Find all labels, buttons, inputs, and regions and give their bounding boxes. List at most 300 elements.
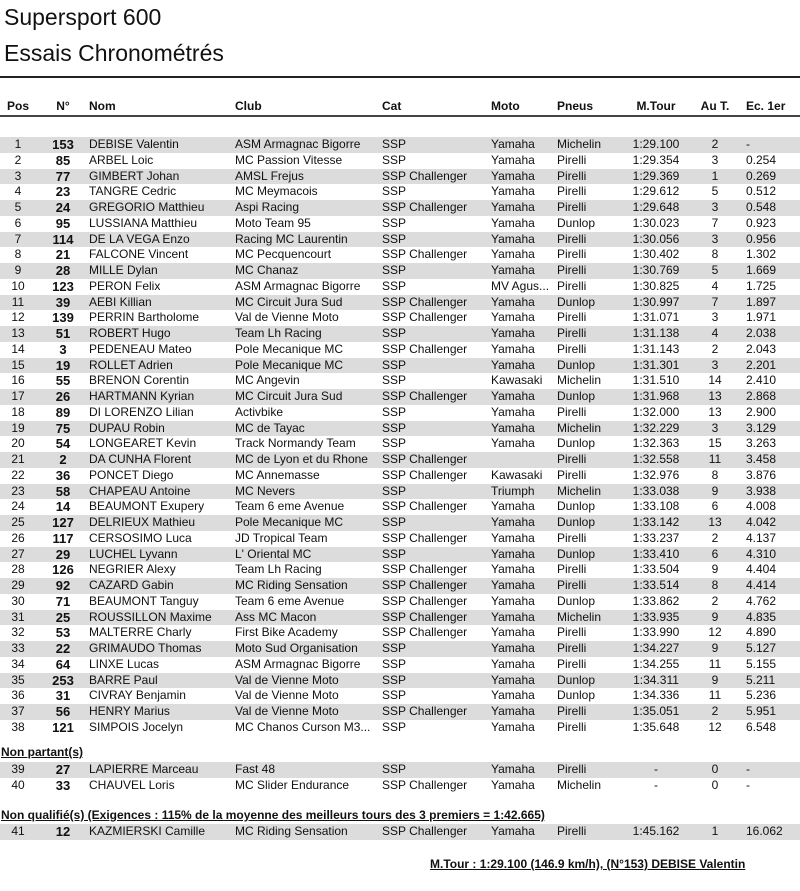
cell-club: Val de Vienne Moto [235,672,339,687]
cell-cat: SSP [382,762,407,776]
cell-aut: 0 [711,762,719,776]
cell-mtour: - [654,762,658,776]
cell-pneus: Pirelli [557,404,587,419]
cell-pos: 32 [11,625,25,640]
cell-cat: SSP Challenger [382,467,468,482]
table-row [0,547,800,563]
cell-pos: 36 [11,688,25,703]
cell-nom: ARBEL Loic [89,152,154,167]
cell-nom: PERON Felix [89,278,161,293]
cell-moto: Yamaha [491,704,535,718]
cell-pneus: Dunlop [557,546,596,561]
cell-moto: Yamaha [491,515,535,529]
cell-mtour: 1:29.648 [632,200,680,214]
cell-pos: 38 [11,719,25,734]
cell-pos: 33 [11,641,25,655]
cell-num: 12 [55,824,71,839]
table-row [0,673,800,689]
cell-moto: Yamaha [491,294,535,309]
cell-num: 117 [52,530,74,546]
cell-ec: 2.038 [746,326,777,340]
cell-ec: 0.956 [746,231,777,246]
cell-pneus: Pirelli [557,704,587,718]
cell-club: Fast 48 [235,762,276,776]
table-row [0,688,800,704]
cell-club: MC Passion Vitesse [235,152,343,167]
cell-mtour: 1:33.108 [632,499,680,514]
cell-num: 253 [52,672,74,688]
table-row [0,499,800,515]
cell-mtour: - [654,777,658,792]
cell-moto: Yamaha [491,546,535,561]
table-row [0,358,800,374]
table-row [0,405,800,421]
table-row [0,342,800,358]
cell-moto: Yamaha [491,168,535,183]
cell-club: Team 6 eme Avenue [235,499,345,514]
cell-num: 31 [55,688,71,704]
col-header-nom: Nom [89,99,116,113]
cell-pos: 11 [11,294,25,309]
table-row [0,824,800,840]
cell-moto: Yamaha [491,609,535,624]
cell-moto: Yamaha [491,593,535,608]
cell-nom: GRIMAUDO Thomas [89,641,202,655]
cell-ec: 4.137 [746,530,777,545]
cell-pos: 22 [11,467,25,482]
cell-ec: 4.762 [746,593,777,608]
cell-ec: 5.127 [746,641,777,655]
col-header-moto: Moto [491,99,520,113]
cell-mtour: 1:34.227 [632,641,680,655]
cell-nom: DI LORENZO Lilian [89,404,194,419]
table-row [0,169,800,185]
cell-pneus: Michelin [557,420,602,435]
cell-pos: 34 [11,656,25,671]
table-row [0,216,800,232]
cell-nom: LONGEARET Kevin [89,436,197,451]
table-row [0,778,800,794]
table-row [0,153,800,169]
cell-pneus: Pirelli [557,278,587,293]
table-row [0,247,800,263]
cell-club: Val de Vienne Moto [235,310,339,325]
cell-nom: AEBI Killian [89,294,152,309]
cell-cat: SSP [382,719,407,734]
cell-cat: SSP Challenger [382,824,468,838]
cell-club: Team Lh Racing [235,326,322,340]
cell-ec: 5.236 [746,688,777,703]
cell-cat: SSP [382,404,407,419]
cell-moto: Yamaha [491,231,535,246]
cell-cat: SSP Challenger [382,499,468,514]
cell-nom: DA CUNHA Florent [89,452,192,466]
cell-pos: 7 [14,231,22,246]
cell-club: Pole Mecanique MC [235,515,344,529]
cell-mtour: 1:33.038 [632,483,680,498]
cell-cat: SSP Challenger [382,530,468,545]
cell-pneus: Pirelli [557,184,587,199]
table-row [0,641,800,657]
cell-mtour: 1:33.514 [632,578,680,592]
cell-ec: 4.835 [746,609,777,624]
cell-pneus: Pirelli [557,641,587,655]
cell-nom: GREGORIO Matthieu [89,200,205,214]
table-row [0,625,800,641]
cell-mtour: 1:35.648 [632,719,680,734]
cell-club: MC Chanos Curson M3... [235,719,371,734]
cell-club: MC de Tayac [235,420,305,435]
cell-ec: 0.512 [746,184,777,199]
cell-num: 77 [55,168,71,184]
cell-club: MC Annemasse [235,467,320,482]
cell-cat: SSP Challenger [382,389,468,403]
cell-mtour: 1:32.363 [632,436,680,451]
cell-pos: 2 [14,152,22,167]
cell-aut: 13 [708,515,722,529]
best-lap-summary: M.Tour : 1:29.100 (146.9 km/h), (N°153) DEBISE Valentin [430,857,746,871]
cell-pneus: Pirelli [557,762,587,776]
cell-num: 39 [55,294,71,310]
cell-ec: 3.938 [746,483,777,498]
cell-mtour: 1:34.311 [633,672,679,687]
cell-aut: 14 [708,373,722,388]
cell-ec: - [746,762,750,776]
cell-club: Ass MC Macon [235,609,317,624]
table-header [0,96,800,116]
cell-aut: 1 [711,168,719,183]
cell-num: 89 [55,404,71,420]
col-header-club: Club [235,99,262,113]
cell-ec: 0.254 [746,152,777,167]
cell-pneus: Michelin [557,777,602,792]
cell-club: Track Normandy Team [235,436,356,451]
cell-nom: LAPIERRE Marceau [89,762,199,776]
table-row [0,515,800,531]
table-row [0,594,800,610]
cell-aut: 2 [711,593,719,608]
cell-pos: 10 [11,278,25,293]
cell-nom: BARRE Paul [89,672,158,687]
cell-pneus: Dunlop [557,357,596,372]
table-row [0,704,800,720]
cell-aut: 11 [708,688,722,703]
cell-ec: 1.669 [746,263,777,277]
cell-pos: 27 [11,546,25,561]
cell-nom: CERSOSIMO Luca [89,530,192,545]
cell-aut: 3 [711,420,719,435]
cell-pos: 17 [11,389,25,403]
cell-num: 36 [55,467,71,483]
cell-mtour: 1:33.935 [632,609,680,624]
table-row [0,452,800,468]
cell-pneus: Pirelli [557,341,587,356]
cell-mtour: 1:31.968 [632,389,680,403]
cell-pos: 3 [14,168,22,183]
cell-mtour: 1:33.862 [632,593,680,608]
cell-pos: 19 [11,420,25,435]
cell-num: 19 [55,357,71,373]
cell-cat: SSP Challenger [382,310,468,325]
cell-mtour: 1:30.769 [632,263,680,277]
cell-mtour: 1:32.976 [632,467,680,482]
cell-mtour: 1:32.558 [632,452,680,466]
cell-club: Activbike [235,404,284,419]
cell-ec: 6.548 [746,719,777,734]
col-header-num: N° [56,99,70,113]
cell-cat: SSP [382,263,407,277]
cell-num: 23 [55,184,71,200]
cell-cat: SSP [382,641,407,655]
cell-cat: SSP Challenger [382,294,468,309]
cell-ec: 3.263 [746,436,777,451]
cell-pneus: Pirelli [557,625,587,640]
cell-moto: Yamaha [491,656,535,671]
cell-ec: 2.043 [746,341,777,356]
cell-aut: 5 [711,263,719,277]
cell-pos: 25 [11,515,25,529]
table-row [0,389,800,405]
cell-club: MC Slider Endurance [235,777,350,792]
cell-mtour: 1:32.229 [632,420,680,435]
cell-cat: SSP [382,215,407,230]
cell-mtour: 1:31.143 [632,341,680,356]
cell-ec: 16.062 [746,824,783,838]
cell-cat: SSP [382,373,407,388]
cell-pneus: Dunlop [557,436,596,451]
cell-club: AMSL Frejus [235,168,304,183]
cell-moto: Yamaha [491,152,535,167]
cell-pos: 15 [11,357,25,372]
cell-aut: 0 [711,777,719,792]
cell-pneus: Pirelli [557,231,587,246]
cell-moto: Yamaha [491,578,535,592]
cell-cat: SSP [382,278,407,293]
table-row [0,720,800,736]
cell-moto: Yamaha [491,562,535,577]
cell-moto: Yamaha [491,326,535,340]
cell-pos: 39 [11,762,25,776]
cell-moto: Yamaha [491,389,535,403]
cell-num: 85 [55,152,71,168]
cell-club: Team Lh Racing [235,562,322,577]
table-row [0,562,800,578]
cell-aut: 9 [711,641,719,655]
cell-aut: 3 [711,357,719,372]
cell-aut: 2 [711,137,719,151]
cell-mtour: 1:33.504 [632,562,680,577]
header-divider [0,115,800,117]
cell-ec: 4.310 [746,546,777,561]
cell-club: MC Chanaz [235,263,299,277]
cell-num: 54 [55,436,71,452]
cell-mtour: 1:35.051 [632,704,680,718]
cell-num: 22 [55,641,71,656]
cell-mtour: 1:31.138 [632,326,680,340]
cell-mtour: 1:30.023 [632,215,680,230]
cell-aut: 4 [711,278,719,293]
cell-aut: 8 [711,578,719,592]
cell-mtour: 1:33.410 [632,546,680,561]
cell-pneus: Dunlop [557,499,596,514]
cell-club: MC Circuit Jura Sud [235,294,343,309]
cell-nom: DE LA VEGA Enzo [89,231,190,246]
cell-moto: Kawasaki [491,467,543,482]
cell-club: Val de Vienne Moto [235,704,339,718]
cell-cat: SSP Challenger [382,452,468,466]
cell-nom: PERRIN Bartholome [89,310,200,325]
cell-ec: 4.404 [746,562,777,577]
cell-moto: Yamaha [491,688,535,703]
cell-pneus: Pirelli [557,247,587,262]
cell-aut: 13 [708,389,722,403]
cell-cat: SSP [382,672,407,687]
cell-num: 51 [55,326,71,341]
cell-num: 26 [55,389,71,404]
cell-cat: SSP Challenger [382,247,468,262]
cell-num: 24 [55,200,71,215]
cell-club: L' Oriental MC [235,546,312,561]
cell-pneus: Pirelli [557,530,587,545]
cell-num: 127 [52,515,74,530]
cell-cat: SSP Challenger [382,578,468,592]
cell-mtour: 1:32.000 [632,404,680,419]
cell-nom: DUPAU Robin [89,420,165,435]
cell-cat: SSP Challenger [382,777,468,792]
cell-ec: 1.302 [746,247,777,262]
cell-club: MC Angevin [235,373,300,388]
cell-cat: SSP [382,515,407,529]
cell-mtour: 1:30.825 [632,278,680,293]
cell-num: 28 [55,263,71,278]
cell-mtour: 1:30.997 [632,294,680,309]
cell-cat: SSP Challenger [382,625,468,640]
col-header-cat: Cat [382,99,402,113]
col-header-pneus: Pneus [557,99,594,113]
cell-cat: SSP [382,483,407,498]
table-row [0,184,800,200]
cell-num: 14 [55,499,71,515]
cell-num: 58 [55,483,71,499]
cell-club: JD Tropical Team [235,530,328,545]
cell-club: ASM Armagnac Bigorre [235,278,361,293]
cell-ec: 2.900 [746,404,777,419]
cell-moto: Yamaha [491,215,535,230]
cell-nom: DEBISE Valentin [89,137,179,151]
cell-ec: 5.211 [746,672,776,687]
cell-num: 53 [55,625,71,641]
cell-mtour: 1:33.142 [632,515,680,529]
cell-ec: 3.876 [746,467,777,482]
cell-club: Racing MC Laurentin [235,231,348,246]
cell-moto: Yamaha [491,499,535,514]
table-row [0,200,800,216]
cell-pneus: Michelin [557,137,602,151]
cell-nom: CHAPEAU Antoine [89,483,191,498]
cell-pos: 37 [11,704,25,718]
cell-moto: Yamaha [491,404,535,419]
cell-moto: Yamaha [491,200,535,214]
cell-aut: 7 [711,294,719,309]
cell-aut: 11 [708,452,722,466]
cell-ec: 0.269 [746,168,777,183]
cell-pos: 31 [11,609,25,624]
cell-ec: 1.897 [746,294,777,309]
cell-moto: Yamaha [491,137,535,151]
cell-pneus: Pirelli [557,152,587,167]
cell-nom: LUCHEL Lyvann [89,546,178,561]
cell-club: MC Nevers [235,483,296,498]
cell-nom: ROUSSILLON Maxime [89,609,212,624]
cell-moto: Yamaha [491,247,535,262]
cell-nom: LUSSIANA Matthieu [89,215,198,230]
cell-ec: 3.458 [746,452,777,466]
cell-aut: 2 [711,530,719,545]
cell-moto: Yamaha [491,719,535,734]
cell-num: 126 [52,562,74,578]
cell-pneus: Pirelli [557,467,587,482]
cell-pneus: Pirelli [557,719,587,734]
cell-pneus: Dunlop [557,688,596,703]
cell-pneus: Michelin [557,483,602,498]
table-row [0,468,800,484]
cell-pneus: Dunlop [557,215,596,230]
cell-cat: SSP [382,546,407,561]
table-row [0,373,800,389]
cell-aut: 3 [711,200,719,214]
cell-mtour: 1:29.612 [632,184,680,199]
cell-aut: 3 [711,152,719,167]
cell-mtour: 1:34.255 [632,656,680,671]
cell-nom: MALTERRE Charly [89,625,192,640]
col-header-pos: Pos [6,99,29,113]
cell-moto: Yamaha [491,777,535,792]
cell-pneus: Dunlop [557,389,596,403]
cell-aut: 7 [711,215,719,230]
cell-aut: 5 [711,184,719,199]
table-row [0,657,800,673]
cell-club: MC Meymacois [235,184,318,199]
cell-nom: NEGRIER Alexy [89,562,176,577]
cell-nom: HARTMANN Kyrian [89,389,195,403]
cell-cat: SSP [382,152,407,167]
cell-aut: 13 [708,404,722,419]
cell-pos: 21 [11,452,25,466]
cell-pneus: Pirelli [557,326,587,340]
cell-num: 3 [59,341,67,357]
cell-club: MC Riding Sensation [235,578,348,592]
cell-nom: BEAUMONT Tanguy [89,593,199,608]
cell-num: 75 [55,420,71,436]
cell-pneus: Pirelli [557,200,587,214]
cell-num: 2 [59,452,67,467]
cell-aut: 12 [708,719,722,734]
title-divider [0,76,800,78]
cell-aut: 4 [711,326,719,340]
col-header-aut: Au T. [700,99,730,113]
table-row [0,263,800,279]
cell-num: 114 [52,231,74,247]
table-row [0,578,800,594]
cell-pos: 29 [11,578,25,592]
cell-pneus: Pirelli [557,824,587,838]
cell-ec: 2.868 [746,389,777,403]
cell-mtour: 1:29.369 [632,168,680,183]
cell-num: 33 [55,777,71,793]
cell-nom: GIMBERT Johan [89,168,180,183]
cell-num: 139 [52,310,74,326]
cell-aut: 2 [711,341,719,356]
